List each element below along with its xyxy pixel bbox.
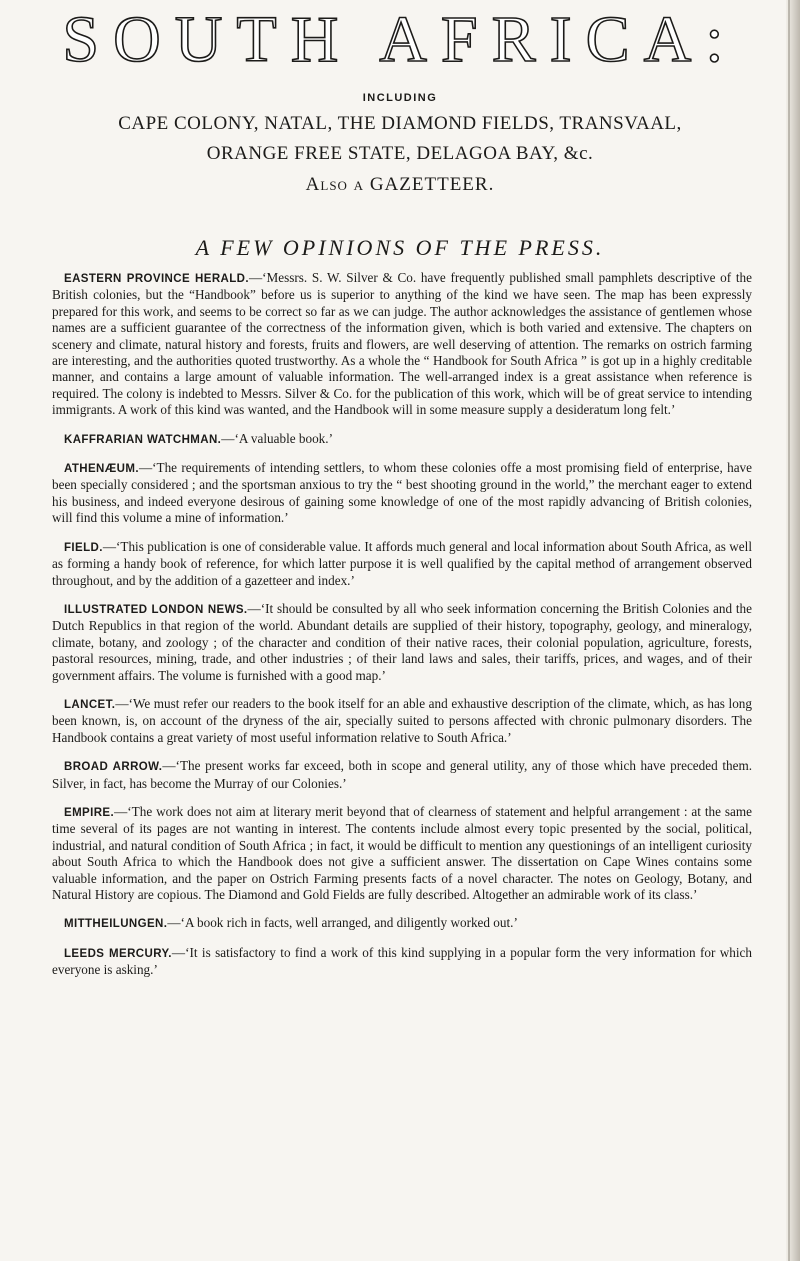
review-source: KAFFRARIAN WATCHMAN.: [64, 433, 222, 446]
review-empire: [52, 804, 752, 903]
review-athenaeum: [52, 460, 752, 527]
review-field: [52, 539, 752, 589]
review-source: EMPIRE.: [64, 806, 115, 819]
review-source: EASTERN PROVINCE HERALD.: [64, 273, 249, 285]
review-illustrated-london-news: [52, 601, 752, 684]
review-source: FIELD.: [64, 541, 103, 554]
review-lancet: [52, 696, 752, 746]
review-source: ILLUSTRATED LONDON NEWS.: [64, 603, 248, 616]
including-label: INCLUDING: [362, 92, 438, 104]
review-text: —‘It should be consulted by all who seek information concerning the British Colonies and the Dutch Republics in that region of the world. Abundant details are supplied of their history, topography, geology, and mineralogy, climate, botany, and zoology ; of the character and condition of their native races, their colonial population, agriculture, forests, pastoral resources, mining, trade, and other industries ; of their land laws and sales, their tariffs, prices, and wages, and of their government affairs. The volume is furnished with a good map.’: [52, 600, 752, 683]
review-text: —‘We must refer our readers to the book itself for an able and exhaustive description of the climate, which, as has long been known, is, on account of the dryness of the air, specially suited to persons affected with chronic pulmonary disorders. The Handbook contains a great variety of most useful information relative to South Africa.’: [52, 695, 752, 745]
press-reviews: [52, 270, 752, 991]
review-text: —‘The requirements of intending settlers, to whom these colonies offe a most promising field of enterprise, have been specially considered ; and the sportsman anxious to try the “ best shooting ground in the world,” the merchant eager to extend his business, and indeed everyone desirous of gaining some knowledge of one of the most rapidly advancing of British colonies, will find this volume a mine of information.’: [52, 460, 752, 526]
page-title: SOUTH AFRICA:: [62, 3, 738, 76]
review-text: —‘A book rich in facts, well arranged, and diligently worked out.’: [167, 915, 518, 931]
also-gazetteer-label: Also a GAZETTEER.: [305, 174, 495, 195]
review-source: LEEDS MERCURY.: [64, 947, 172, 960]
review-mittheilungen: [52, 915, 752, 932]
review-leeds-mercury: [52, 945, 752, 979]
review-eastern-province-herald: [52, 270, 752, 419]
review-kaffrarian-watchman: [52, 431, 752, 448]
review-source: LANCET.: [64, 698, 116, 711]
review-text: —‘A valuable book.’: [221, 430, 333, 446]
review-text: —‘Messrs. S. W. Silver & Co. have frequently published small pamphlets descriptive of the British colonies, but the “Handbook” before us is superior to anything of the kind we have seen. The map has been expressly prepared for this work, and seems to be correct so far as we can judge. The author acknowledges the assistance of gentlemen whose names are a sufficient guarantee of the correctness of the information given, which is both varied and extensive. The chapters on scenery and climate, natural history and forests, fruits and flowers, are well deserving of attention. The remarks on ostrich farming are interesting, and the authorities quoted trustworthy. As a whole the “ Handbook for South Africa ” is got up in a highly creditable manner, and contains a large amount of valuable information. The well-arranged index is a great assistance when reference is required. The colony is indebted to Messrs. Silver & Co. for the publication of this work, which will be of great service to intending immigrants. A work of this kind was wanted, and the Handbook will in some measure supply a desideratum long felt.’: [52, 270, 752, 418]
subtitle-line-2: ORANGE FREE STATE, DELAGOA BAY, &c.: [206, 143, 594, 164]
review-text: —‘The work does not aim at literary merit beyond that of clearness of statement and helpful arrangement : at the same time several of its pages are not wanting in interest. The contents include almost every topic presented by the social, political, industrial, and natural condition of South Africa ; in fact, it would be difficult to mention any questionings of an intelligent curiosity about South Africa to which the Handbook does not give a sufficient answer. The dissertation on Cape Wines contains some valuable information, and the paper on Ostrich Farming presents facts of a novel character. The notes on Geology, Botany, and Natural History are copious. The Diamond and Gold Fields are fully described. Altogether an admirable work of its class.’: [52, 803, 752, 902]
review-source: ATHENÆUM.: [64, 463, 139, 476]
review-source: MITTHEILUNGEN.: [64, 918, 168, 931]
section-heading: A FEW OPINIONS OF THE PRESS.: [195, 235, 605, 260]
subtitle-line-1: CAPE COLONY, NATAL, THE DIAMOND FIELDS, TRANSVAAL,: [118, 113, 682, 134]
review-text: —‘It is satisfactory to find a work of this kind supplying in a popular form the very information for which everyone is asking.’: [52, 944, 752, 978]
review-source: BROAD ARROW.: [64, 761, 163, 774]
review-broad-arrow: [52, 758, 752, 792]
review-text: —‘The present works far exceed, both in scope and general utility, any of those which have preceded them. Silver, in fact, has become the Murray of our Colonies.’: [52, 758, 752, 791]
review-text: —‘This publication is one of considerable value. It affords much general and local information about South Africa, as well as forming a handy book of reference, for which latter purpose it is well qualified by the capital method of arrangement observed throughout, and by the addition of a gazetteer and index.’: [52, 538, 752, 588]
